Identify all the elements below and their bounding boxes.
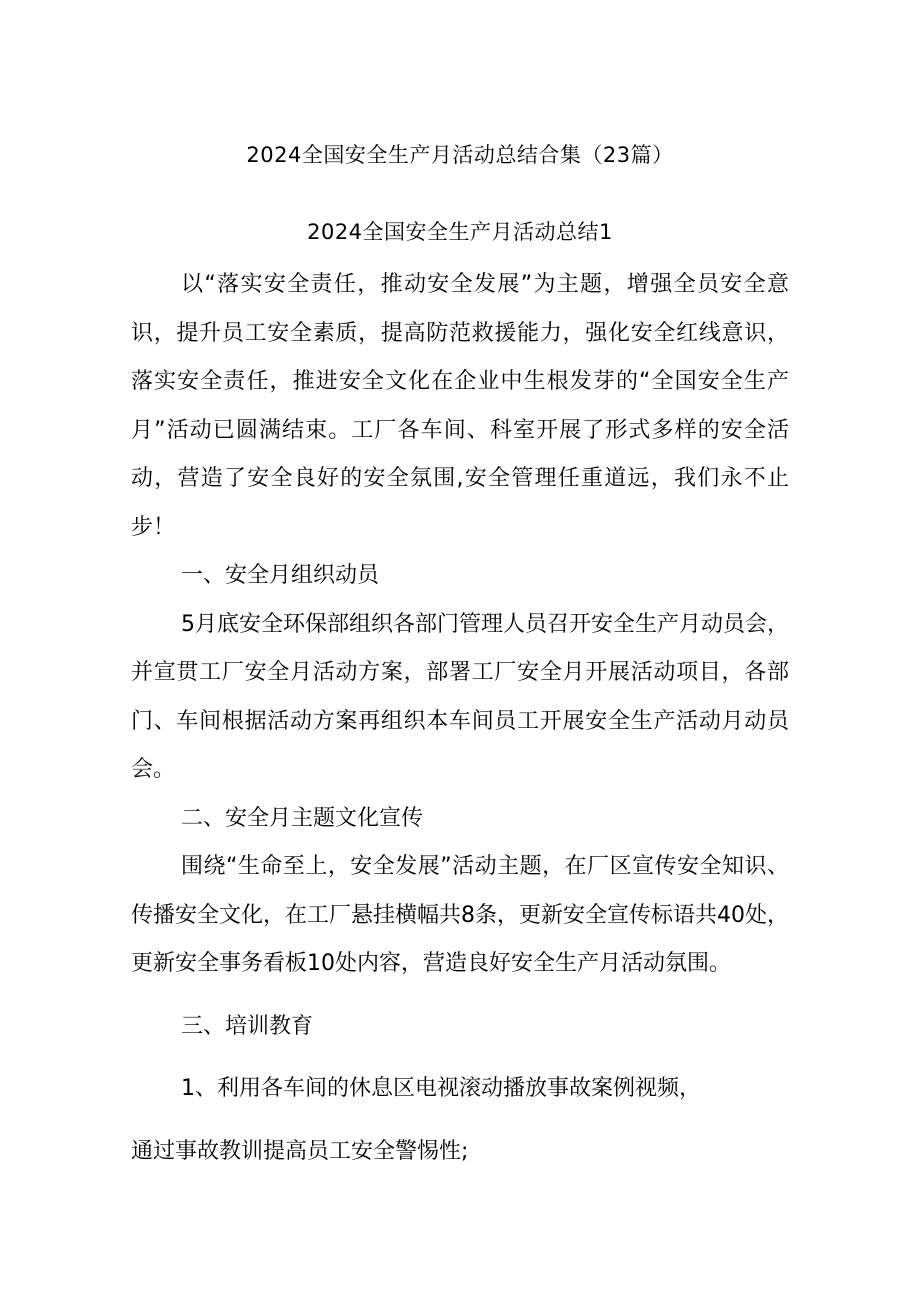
training-item-1-continued: 通过事故教训提高员工安全警惕性;	[131, 1138, 469, 1164]
heading-training: 三、培训教育	[181, 1013, 314, 1039]
document-body	[131, 261, 789, 1176]
document-title: 2024全国安全生产月活动总结合集（23篇）	[246, 143, 674, 167]
publicity-paragraph: 围绕“生命至上，安全发展”活动主题，在厂区宣传安全知识、传播安全文化，在工厂悬挂横幅共8条，更新安全宣传标语共40处，更新安全事务看板10处内容，营造良好安全生产月活动氛围。	[131, 854, 789, 976]
heading-publicity: 二、安全月主题文化宣传	[181, 805, 424, 831]
training-item-1: 1、利用各车间的休息区电视滚动播放事故案例视频，	[181, 1076, 701, 1101]
mobilization-paragraph: 5月底安全环保部组织各部门管理人员召开安全生产月动员会，并宣贯工厂安全月活动方案，部署工厂安全月开展活动项目，各部门、车间根据活动方案再组织本车间员工开展安全生产活动月动员会。	[131, 611, 789, 782]
heading-mobilization: 一、安全月组织动员	[181, 563, 380, 588]
intro-paragraph: 以“落实安全责任，推动安全发展”为主题，增强全员安全意识，提升员工安全素质，提高防范救援能力，强化安全红线意识，落实安全责任，推进安全文化在企业中生根发芽的“全国安全生产月”活动已圆满结束。工厂各车间、科室开展了形式多样的安全活动，营造了安全良好的安全氛围,安全管理任重道远，我们永不止步！	[131, 272, 789, 540]
section-title: 2024全国安全生产月活动总结1	[307, 220, 613, 244]
